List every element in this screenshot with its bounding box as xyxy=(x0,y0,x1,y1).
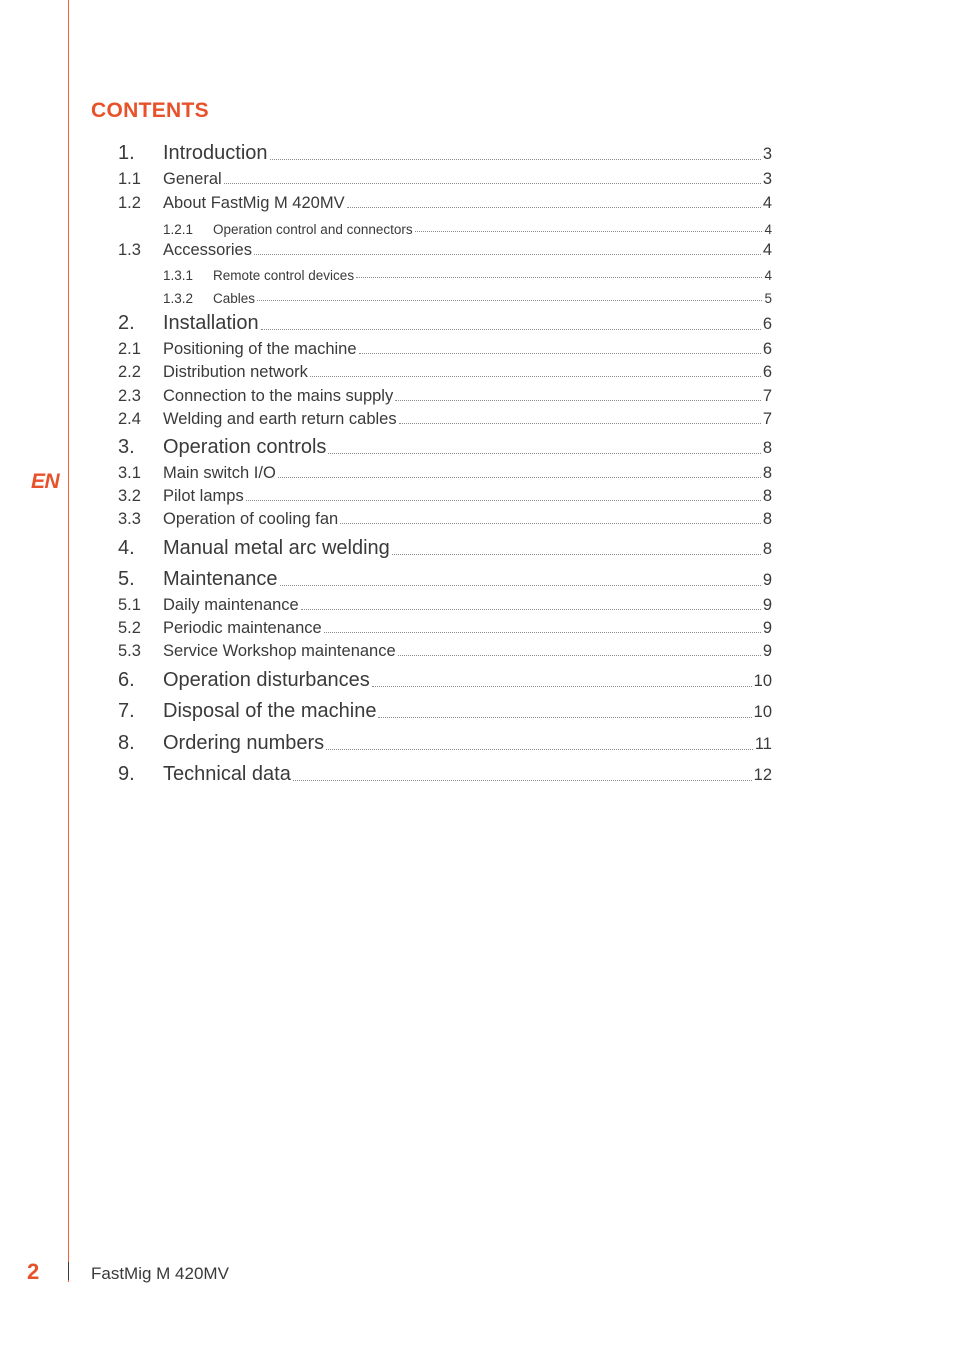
toc-dot-leader xyxy=(347,207,761,208)
toc-entry-number: 9. xyxy=(118,763,135,785)
toc-entry[interactable] xyxy=(118,259,772,283)
toc-entry-title: Cables xyxy=(213,291,256,306)
toc-entry-page: 9 xyxy=(762,619,772,637)
toc-dot-leader xyxy=(246,500,761,501)
toc-entry-page: 12 xyxy=(753,766,772,784)
toc-entry[interactable] xyxy=(118,637,772,661)
toc-dot-leader xyxy=(378,717,751,718)
toc-dot-leader xyxy=(415,231,763,232)
toc-entry[interactable] xyxy=(118,405,772,429)
toc-entry-number: 1.3.2 xyxy=(163,291,194,306)
toc-entry[interactable] xyxy=(118,189,772,213)
toc-entry[interactable] xyxy=(118,731,772,755)
toc-entry-page: 10 xyxy=(753,672,772,690)
toc-entry-page: 8 xyxy=(762,464,772,482)
toc-entry-number: 2.1 xyxy=(118,340,141,358)
toc-dot-leader xyxy=(257,300,762,301)
toc-entry-page: 8 xyxy=(762,510,772,528)
toc-dot-leader xyxy=(293,780,752,781)
toc-entry[interactable] xyxy=(118,482,772,506)
toc-entry-title: Welding and earth return cables xyxy=(163,410,397,428)
contents-heading: CONTENTS xyxy=(91,99,209,122)
toc-entry-number: 1.2.1 xyxy=(163,222,194,237)
toc-entry[interactable] xyxy=(118,282,772,306)
toc-entry[interactable] xyxy=(118,335,772,359)
toc-entry-title: Introduction xyxy=(163,142,268,164)
toc-entry-title: About FastMig M 420MV xyxy=(163,194,345,212)
toc-dot-leader xyxy=(324,632,761,633)
toc-entry-title: Accessories xyxy=(163,241,252,259)
toc-dot-leader xyxy=(399,423,761,424)
toc-dot-leader xyxy=(326,749,753,750)
margin-rule xyxy=(68,0,69,1282)
footer-divider xyxy=(68,1262,69,1280)
toc-entry-title: Service Workshop maintenance xyxy=(163,642,396,660)
toc-entry-page: 4 xyxy=(762,194,772,212)
toc-entry-title: General xyxy=(163,170,222,188)
toc-entry-page: 4 xyxy=(764,268,772,283)
toc-entry-title: Technical data xyxy=(163,763,291,785)
toc-entry-page: 8 xyxy=(762,439,772,457)
toc-entry[interactable] xyxy=(118,311,772,335)
toc-entry-page: 4 xyxy=(762,241,772,259)
toc-entry-number: 5.1 xyxy=(118,596,141,614)
toc-entry-title: Manual metal arc welding xyxy=(163,537,390,559)
toc-dot-leader xyxy=(359,353,761,354)
toc-entry[interactable] xyxy=(118,668,772,692)
toc-entry[interactable] xyxy=(118,567,772,591)
toc-dot-leader xyxy=(392,554,761,555)
toc-entry-number: 6. xyxy=(118,669,135,691)
toc-entry[interactable] xyxy=(118,459,772,483)
toc-entry-page: 5 xyxy=(764,291,772,306)
toc-entry-page: 7 xyxy=(762,410,772,428)
toc-dot-leader xyxy=(224,183,761,184)
toc-entry-number: 2. xyxy=(118,312,135,334)
language-tag: EN xyxy=(31,470,60,493)
toc-entry-page: 11 xyxy=(754,735,772,753)
toc-entry-number: 2.2 xyxy=(118,363,141,381)
toc-entry-title: Daily maintenance xyxy=(163,596,299,614)
toc-entry-page: 3 xyxy=(762,145,772,163)
toc-dot-leader xyxy=(254,254,761,255)
toc-entry[interactable] xyxy=(118,141,772,165)
toc-entry-title: Disposal of the machine xyxy=(163,700,377,722)
toc-entry[interactable] xyxy=(118,536,772,560)
toc-entry-page: 8 xyxy=(762,540,772,558)
toc-entry-page: 7 xyxy=(762,387,772,405)
toc-entry-title: Operation control and connectors xyxy=(213,222,413,237)
toc-entry-page: 9 xyxy=(762,642,772,660)
toc-entry-page: 9 xyxy=(762,571,772,589)
toc-entry[interactable] xyxy=(118,435,772,459)
toc-entry-page: 6 xyxy=(762,340,772,358)
toc-dot-leader xyxy=(270,159,761,160)
toc-dot-leader xyxy=(356,277,762,278)
toc-entry[interactable] xyxy=(118,358,772,382)
toc-entry-number: 5. xyxy=(118,568,135,590)
toc-dot-leader xyxy=(372,686,752,687)
toc-dot-leader xyxy=(328,453,760,454)
toc-dot-leader xyxy=(395,400,761,401)
toc-entry-page: 3 xyxy=(762,170,772,188)
toc-entry-number: 1.3.1 xyxy=(163,268,194,283)
toc-entry-title: Operation of cooling fan xyxy=(163,510,339,528)
toc-entry-title: Periodic maintenance xyxy=(163,619,322,637)
toc-entry-number: 2.4 xyxy=(118,410,141,428)
toc-entry[interactable] xyxy=(118,236,772,260)
toc-entry-number: 8. xyxy=(118,732,135,754)
toc-dot-leader xyxy=(310,376,761,377)
toc-entry[interactable] xyxy=(118,762,772,786)
toc-dot-leader xyxy=(280,585,761,586)
toc-entry-number: 5.2 xyxy=(118,619,141,637)
toc-entry-number: 3.3 xyxy=(118,510,141,528)
toc-entry-title: Operation controls xyxy=(163,436,327,458)
toc-entry-title: Ordering numbers xyxy=(163,732,325,754)
toc-entry[interactable] xyxy=(118,591,772,615)
toc-entry-title: Distribution network xyxy=(163,363,308,381)
toc-entry[interactable] xyxy=(118,505,772,529)
toc-entry[interactable] xyxy=(118,614,772,638)
toc-entry-number: 7. xyxy=(118,700,135,722)
toc-entry-number: 3.1 xyxy=(118,464,141,482)
toc-entry-title: Main switch I/O xyxy=(163,464,276,482)
toc-entry-number: 1. xyxy=(118,142,135,164)
toc-entry[interactable] xyxy=(118,213,772,237)
toc-dot-leader xyxy=(261,329,761,330)
toc-entry-number: 3.2 xyxy=(118,487,141,505)
toc-entry-number: 3. xyxy=(118,436,135,458)
toc-entry-number: 1.2 xyxy=(118,194,141,212)
toc-entry-page: 6 xyxy=(762,363,772,381)
footer-document-title: FastMig M 420MV xyxy=(91,1264,229,1283)
toc-entry-number: 5.3 xyxy=(118,642,141,660)
toc-dot-leader xyxy=(278,477,761,478)
toc-entry-page: 6 xyxy=(762,315,772,333)
toc-entry-title: Pilot lamps xyxy=(163,487,244,505)
toc-entry-title: Remote control devices xyxy=(213,268,355,283)
toc-entry-number: 2.3 xyxy=(118,387,141,405)
toc-entry-title: Operation disturbances xyxy=(163,669,370,691)
toc-entry[interactable] xyxy=(118,699,772,723)
toc-entry-page: 8 xyxy=(762,487,772,505)
toc-entry[interactable] xyxy=(118,165,772,189)
toc-entry-title: Connection to the mains supply xyxy=(163,387,394,405)
page-number: 2 xyxy=(27,1259,40,1284)
toc-entry-title: Installation xyxy=(163,312,259,334)
toc-entry-title: Positioning of the machine xyxy=(163,340,357,358)
toc-entry-page: 4 xyxy=(764,222,772,237)
toc-entry-number: 1.3 xyxy=(118,241,141,259)
toc-entry-number: 1.1 xyxy=(118,170,141,188)
toc-entry-title: Maintenance xyxy=(163,568,278,590)
toc-dot-leader xyxy=(340,523,761,524)
toc-entry-page: 9 xyxy=(762,596,772,614)
toc-entry[interactable] xyxy=(118,382,772,406)
toc-entry-page: 10 xyxy=(753,703,772,721)
toc-dot-leader xyxy=(398,655,761,656)
toc-entry-number: 4. xyxy=(118,537,135,559)
toc-dot-leader xyxy=(301,609,761,610)
